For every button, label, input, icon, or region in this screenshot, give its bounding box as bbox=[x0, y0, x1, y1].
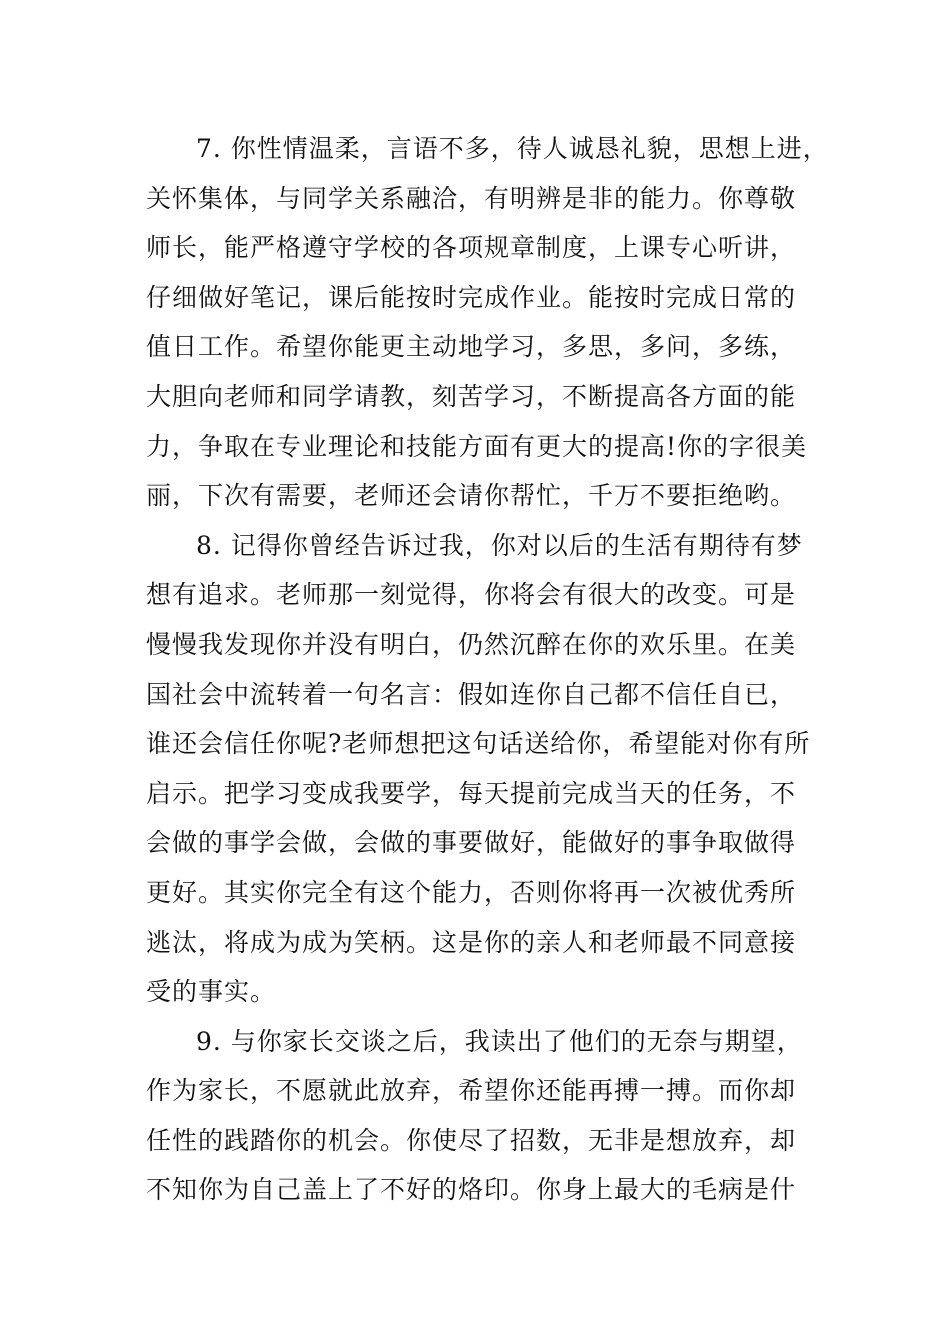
text-line: 启示。把学习变成我要学，每天提前完成当天的任务，不 bbox=[146, 778, 797, 808]
text-line: 7. 你性情温柔，言语不多，待人诚恳礼貌，思想上进， bbox=[196, 134, 829, 163]
text-line: 想有追求。老师那一刻觉得，你将会有很大的改变。可是 bbox=[146, 580, 797, 610]
text-line: 受的事实。 bbox=[146, 977, 277, 1007]
paragraph-7 bbox=[146, 124, 836, 521]
text-line: 逃汰，将成为成为笑柄。这是你的亲人和老师最不同意接 bbox=[146, 927, 797, 957]
text-line: 会做的事学会做，会做的事要做好，能做好的事争取做得 bbox=[146, 828, 797, 858]
text-line: 丽，下次有需要，老师还会请你帮忙，千万不要拒绝哟。 bbox=[146, 481, 797, 511]
text-line: 关怀集体，与同学关系融洽，有明辨是非的能力。你尊敬 bbox=[146, 183, 797, 213]
text-line: 作为家长，不愿就此放弃，希望你还能再搏一搏。而你却 bbox=[146, 1076, 797, 1106]
text-line: 值日工作。希望你能更主动地学习，多思，多问，多练， bbox=[146, 332, 797, 362]
text-line: 不知你为自己盖上了不好的烙印。你身上最大的毛病是什 bbox=[146, 1175, 797, 1205]
text-line: 力，争取在专业理论和技能方面有更大的提高!你的字很美 bbox=[146, 431, 808, 461]
text-line: 仔细做好笔记，课后能按时完成作业。能按时完成日常的 bbox=[146, 282, 797, 312]
text-line: 更好。其实你完全有这个能力，否则你将再一次被优秀所 bbox=[146, 877, 797, 907]
text-line: 慢慢我发现你并没有明白，仍然沉醉在你的欢乐里。在美 bbox=[146, 629, 797, 659]
paragraph-8 bbox=[146, 521, 836, 1017]
text-line: 9. 与你家长交谈之后，我读出了他们的无奈与期望， bbox=[196, 1026, 803, 1056]
text-line: 任性的践踏你的机会。你使尽了招数，无非是想放弃，却 bbox=[146, 1125, 797, 1155]
document-body bbox=[146, 124, 836, 1215]
text-line: 8. 记得你曾经告诉过我，你对以后的生活有期待有梦 bbox=[196, 530, 803, 560]
text-line: 谁还会信任你呢?老师想把这句话送给你，希望能对你有所 bbox=[146, 729, 811, 759]
text-line: 大胆向老师和同学请教，刻苦学习，不断提高各方面的能 bbox=[146, 381, 797, 411]
paragraph-9 bbox=[146, 1017, 836, 1215]
text-line: 国社会中流转着一句名言：假如连你自己都不信任自已， bbox=[146, 679, 797, 709]
text-line: 师长，能严格遵守学校的各项规章制度，上课专心听讲， bbox=[146, 233, 797, 263]
